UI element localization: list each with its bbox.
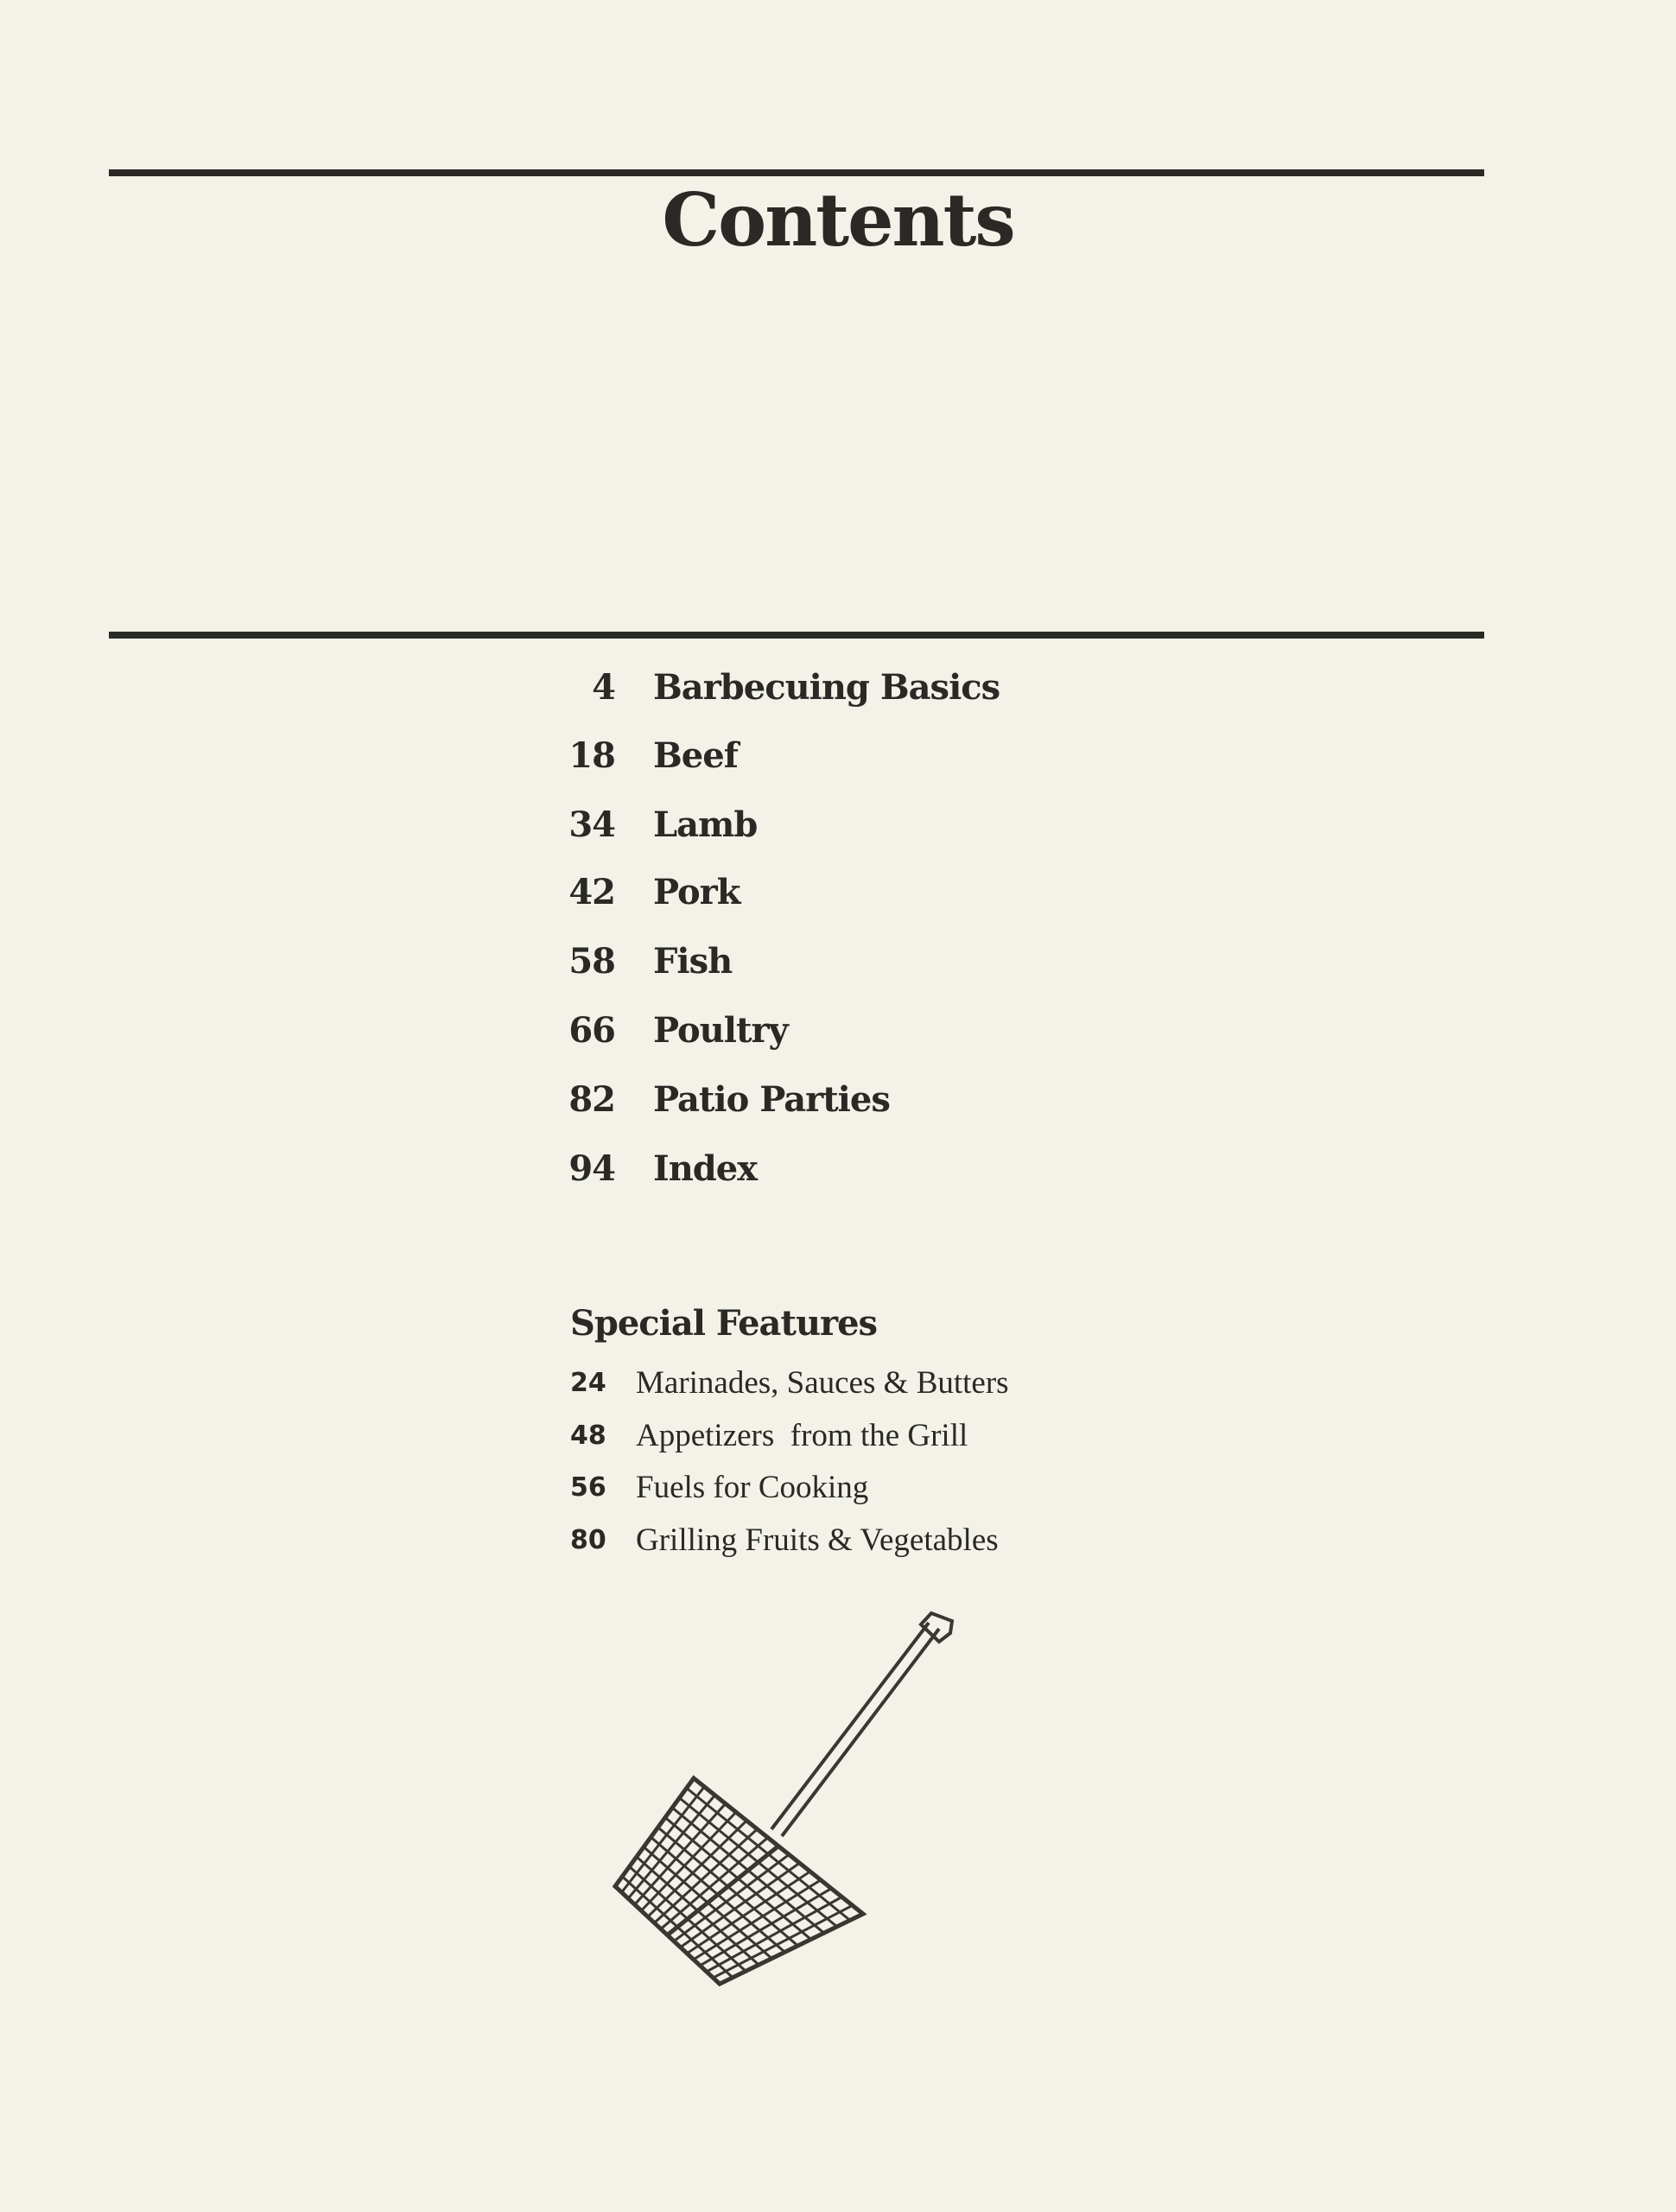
chapter-title: Index xyxy=(653,1147,758,1189)
page-number: 4 xyxy=(592,666,615,708)
page-number: 94 xyxy=(568,1147,615,1189)
chapter-title: Pork xyxy=(653,871,740,912)
chapter-title: Patio Parties xyxy=(653,1078,890,1120)
page-number: 56 xyxy=(570,1471,606,1503)
page-number: 34 xyxy=(568,804,615,845)
special-features-heading: Special Features xyxy=(570,1303,878,1344)
page-number: 82 xyxy=(568,1078,615,1120)
page-title: Contents xyxy=(662,177,1014,263)
chapter-title: Barbecuing Basics xyxy=(653,666,1000,708)
chapter-title: Beef xyxy=(653,734,738,776)
chapter-title: Fish xyxy=(653,940,733,982)
page-number: 18 xyxy=(568,734,615,776)
feature-title: Marinades, Sauces & Butters xyxy=(636,1364,1009,1401)
chapter-title: Lamb xyxy=(653,804,758,845)
page-number: 48 xyxy=(570,1420,606,1451)
feature-title: Grilling Fruits & Vegetables xyxy=(636,1522,999,1558)
feature-title: Appetizers from the Grill xyxy=(636,1417,968,1453)
page-number: 42 xyxy=(568,871,615,912)
page-number: 58 xyxy=(568,940,615,982)
page-number: 24 xyxy=(570,1367,606,1398)
chapter-title: Poultry xyxy=(653,1009,788,1051)
page-number: 66 xyxy=(568,1009,615,1051)
feature-title: Fuels for Cooking xyxy=(636,1469,869,1505)
page-number: 80 xyxy=(570,1524,606,1555)
